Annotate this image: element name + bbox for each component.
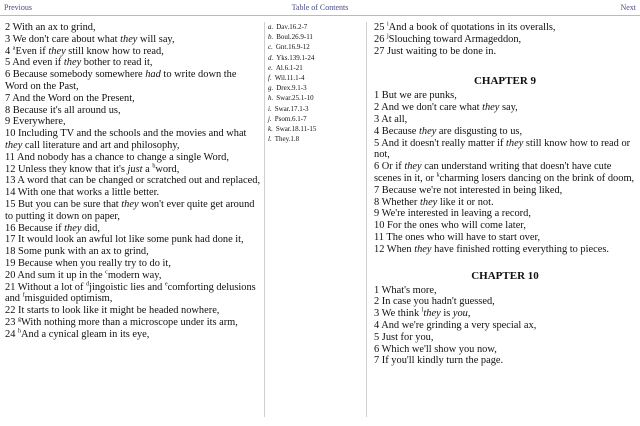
verse-line: 6 Or if they can understand writing that doesn't have cute scenes in it, or $^k$charming losers dancing on the brink of doom,	[374, 161, 635, 184]
verse-line: 12 Unless they know that it's just a $^b$word,	[5, 163, 180, 175]
cross-reference-note	[268, 63, 360, 73]
note-letter: a.	[268, 23, 274, 31]
emphasis: they	[5, 139, 23, 151]
note-reference[interactable]: Wil.11.1-4	[274, 74, 305, 83]
verse-line: 2 With an ax to grind,	[5, 22, 96, 33]
emphasis: they	[64, 222, 82, 234]
verse-line: 25 $^i$And a book of quotations in its overalls,	[374, 21, 556, 33]
continued-verses	[374, 22, 636, 57]
cross-reference-note	[268, 73, 360, 83]
navigation-bar	[0, 0, 640, 14]
verse-line: 9 We're interested in leaving a record,	[374, 208, 531, 220]
note-reference[interactable]: Swar.18.11-15	[275, 125, 317, 134]
verse-line: 10 For the ones who will come later,	[374, 220, 526, 232]
column-divider-left	[264, 22, 265, 417]
emphasis: had	[145, 69, 161, 81]
verse-line: 5 And even if they bother to read it,	[5, 57, 153, 69]
emphasis: they	[63, 57, 82, 69]
footnote-marker[interactable]: k	[436, 172, 440, 179]
column-divider-right	[366, 22, 367, 417]
verse-line: 4 And we're grinding a very special ax,	[374, 319, 537, 331]
verse-line: 16 Because if they did,	[5, 222, 100, 234]
footnote-marker[interactable]: d	[86, 281, 90, 288]
note-reference[interactable]: They.1.8	[274, 135, 300, 144]
header-divider	[0, 15, 640, 16]
cross-reference-note	[268, 124, 360, 134]
verse-line: 8 Because it's all around us,	[5, 104, 121, 116]
previous-link[interactable]: Previous	[4, 3, 32, 12]
chapter-10-heading: CHAPTER 10	[471, 269, 539, 282]
cross-reference-note	[268, 83, 360, 93]
verse-line: 3 At all,	[374, 113, 408, 125]
verse-line: 13 A word that can be changed or scratched out and replaced,	[5, 175, 261, 187]
note-letter: b.	[268, 33, 274, 42]
note-reference[interactable]: Gnt.16.9-12	[275, 43, 310, 52]
next-link[interactable]: Next	[620, 3, 636, 12]
footnote-marker[interactable]: c	[105, 269, 108, 276]
verse-line: 8 Whether they like it or not.	[374, 196, 494, 208]
chapter-10-verses	[374, 285, 636, 368]
note-letter: j.	[268, 114, 272, 123]
verse-line: 9 Everywhere,	[5, 116, 66, 128]
note-reference[interactable]: Dav.16.2-7	[276, 23, 308, 31]
note-letter: k.	[268, 125, 273, 134]
emphasis: they	[404, 161, 422, 173]
verse-line: 1 What's more,	[374, 284, 437, 296]
verse-line: 10 Including TV and the schools and the movies and what they call literature and art and philosophy,	[5, 128, 247, 151]
verse-line: 2 In case you hadn't guessed,	[374, 296, 495, 308]
emphasis: they	[506, 137, 524, 149]
footnote-marker[interactable]: h	[18, 328, 21, 335]
note-letter: c.	[268, 43, 273, 52]
verse-column-left	[5, 22, 261, 341]
emphasis: they	[482, 102, 500, 114]
verse-line: 23 $^g$With nothing more than a microscope under its arm,	[5, 316, 238, 328]
note-letter: h.	[268, 94, 274, 103]
verse-line: 5 And it doesn't really matter if they still know how to read or not,	[374, 137, 631, 161]
verse-line: 3 We don't care about what they will say,	[5, 33, 175, 45]
note-letter: g.	[268, 84, 274, 93]
verse-line: 7 Because we're not interested in being liked,	[374, 184, 563, 196]
verse-line: 6 Because somebody somewhere had to write down the Word on the Past,	[5, 69, 237, 92]
cross-reference-note	[268, 22, 360, 32]
note-reference[interactable]: Psom.6.1-7	[274, 114, 307, 123]
verse-line: 5 Just for you,	[374, 331, 434, 343]
emphasis: they	[414, 243, 432, 255]
verse-line: 11 And nobody has a chance to change a single Word,	[5, 151, 229, 163]
footnote-marker[interactable]: a	[12, 45, 16, 52]
verse-line: 20 And sum it up in the $^c$modern way,	[5, 269, 162, 281]
emphasis: you	[452, 308, 468, 320]
footnote-marker[interactable]: i	[387, 21, 389, 28]
footnote-marker[interactable]: j	[387, 33, 389, 40]
footnote-marker[interactable]: b	[152, 163, 156, 170]
chapter-9-verses	[374, 90, 636, 255]
emphasis: they	[419, 196, 438, 208]
verse-line: 17 It would look an awful lot like some punk had done it,	[5, 234, 244, 246]
cross-reference-note	[268, 42, 360, 52]
verse-line: 12 When they have finished rotting everything to pieces.	[374, 243, 609, 255]
note-letter: f.	[268, 74, 272, 83]
verse-line: 2 And we don't care what they say,	[374, 102, 518, 114]
verse-line: 4 $^a$Even if they still know how to read,	[5, 45, 164, 57]
verse-line: 15 But you can be sure that they won't ever quite get around to putting it down on paper,	[5, 198, 255, 222]
verse-line: 1 But we are punks,	[374, 90, 457, 102]
table-of-contents-link[interactable]: Table of Contents	[291, 3, 349, 12]
note-letter: l.	[268, 135, 272, 144]
cross-reference-note	[268, 134, 360, 144]
note-reference[interactable]: Al.6.1-21	[275, 63, 303, 72]
verse-line: 7 If you'll kindly turn the page.	[374, 355, 504, 367]
emphasis: they	[423, 308, 441, 320]
notes-column	[268, 22, 360, 144]
verse-line: 26 $^j$Slouching toward Armageddon,	[374, 33, 522, 45]
verse-line: 27 Just waiting to be done in.	[374, 45, 497, 57]
note-reference[interactable]: Yks.139.1-24	[276, 53, 315, 62]
verse-line: 11 The ones who will have to start over,	[374, 231, 541, 243]
verse-line: 14 With one that works a little better.	[5, 187, 160, 199]
verse-line: 19 Because when you really try to do it,	[5, 257, 171, 269]
chapter-9-heading: CHAPTER 9	[473, 75, 537, 88]
verse-line: 24 $^h$And a cynical gleam in its eye,	[5, 328, 150, 340]
cross-reference-note	[268, 114, 360, 124]
note-letter: d.	[268, 53, 274, 62]
verse-column-right	[374, 22, 636, 367]
cross-reference-note	[268, 53, 360, 63]
note-letter: e.	[268, 63, 273, 72]
cross-reference-note	[268, 104, 360, 114]
footnote-marker[interactable]: e	[164, 281, 168, 288]
emphasis: just	[127, 163, 143, 175]
cross-reference-note	[268, 93, 360, 103]
verse-line: 3 We think $^l$they is you,	[374, 307, 471, 320]
emphasis: they	[419, 125, 437, 137]
verse-line: 21 Without a lot of $^d$jingoistic lies and $^e$comforting delusions and $^f$misguided optimism,	[5, 281, 256, 305]
note-reference[interactable]: Swar.17.1-3	[274, 104, 309, 113]
note-letter: i.	[268, 104, 272, 113]
verse-line: 18 Some punk with an ax to grind,	[5, 246, 149, 258]
cross-reference-note	[268, 32, 360, 42]
emphasis: they	[121, 198, 139, 210]
verse-line: 22 It starts to look like it might be headed nowhere,	[5, 305, 220, 317]
note-reference[interactable]: Swar.25.1-10	[276, 94, 314, 103]
note-reference[interactable]: Drex.9.1-3	[276, 84, 307, 93]
footnote-marker[interactable]: l	[421, 307, 424, 314]
emphasis: they	[120, 33, 138, 45]
footnote-marker[interactable]: g	[18, 316, 21, 323]
verse-line: 6 Which we'll show you now,	[374, 343, 497, 355]
verse-line: 7 And the Word on the Present,	[5, 92, 135, 104]
verse-line: 4 Because they are disgusting to us,	[374, 125, 523, 137]
footnote-marker[interactable]: f	[22, 292, 25, 299]
note-reference[interactable]: Boul.26.9-11	[276, 33, 313, 42]
emphasis: they	[48, 45, 66, 57]
